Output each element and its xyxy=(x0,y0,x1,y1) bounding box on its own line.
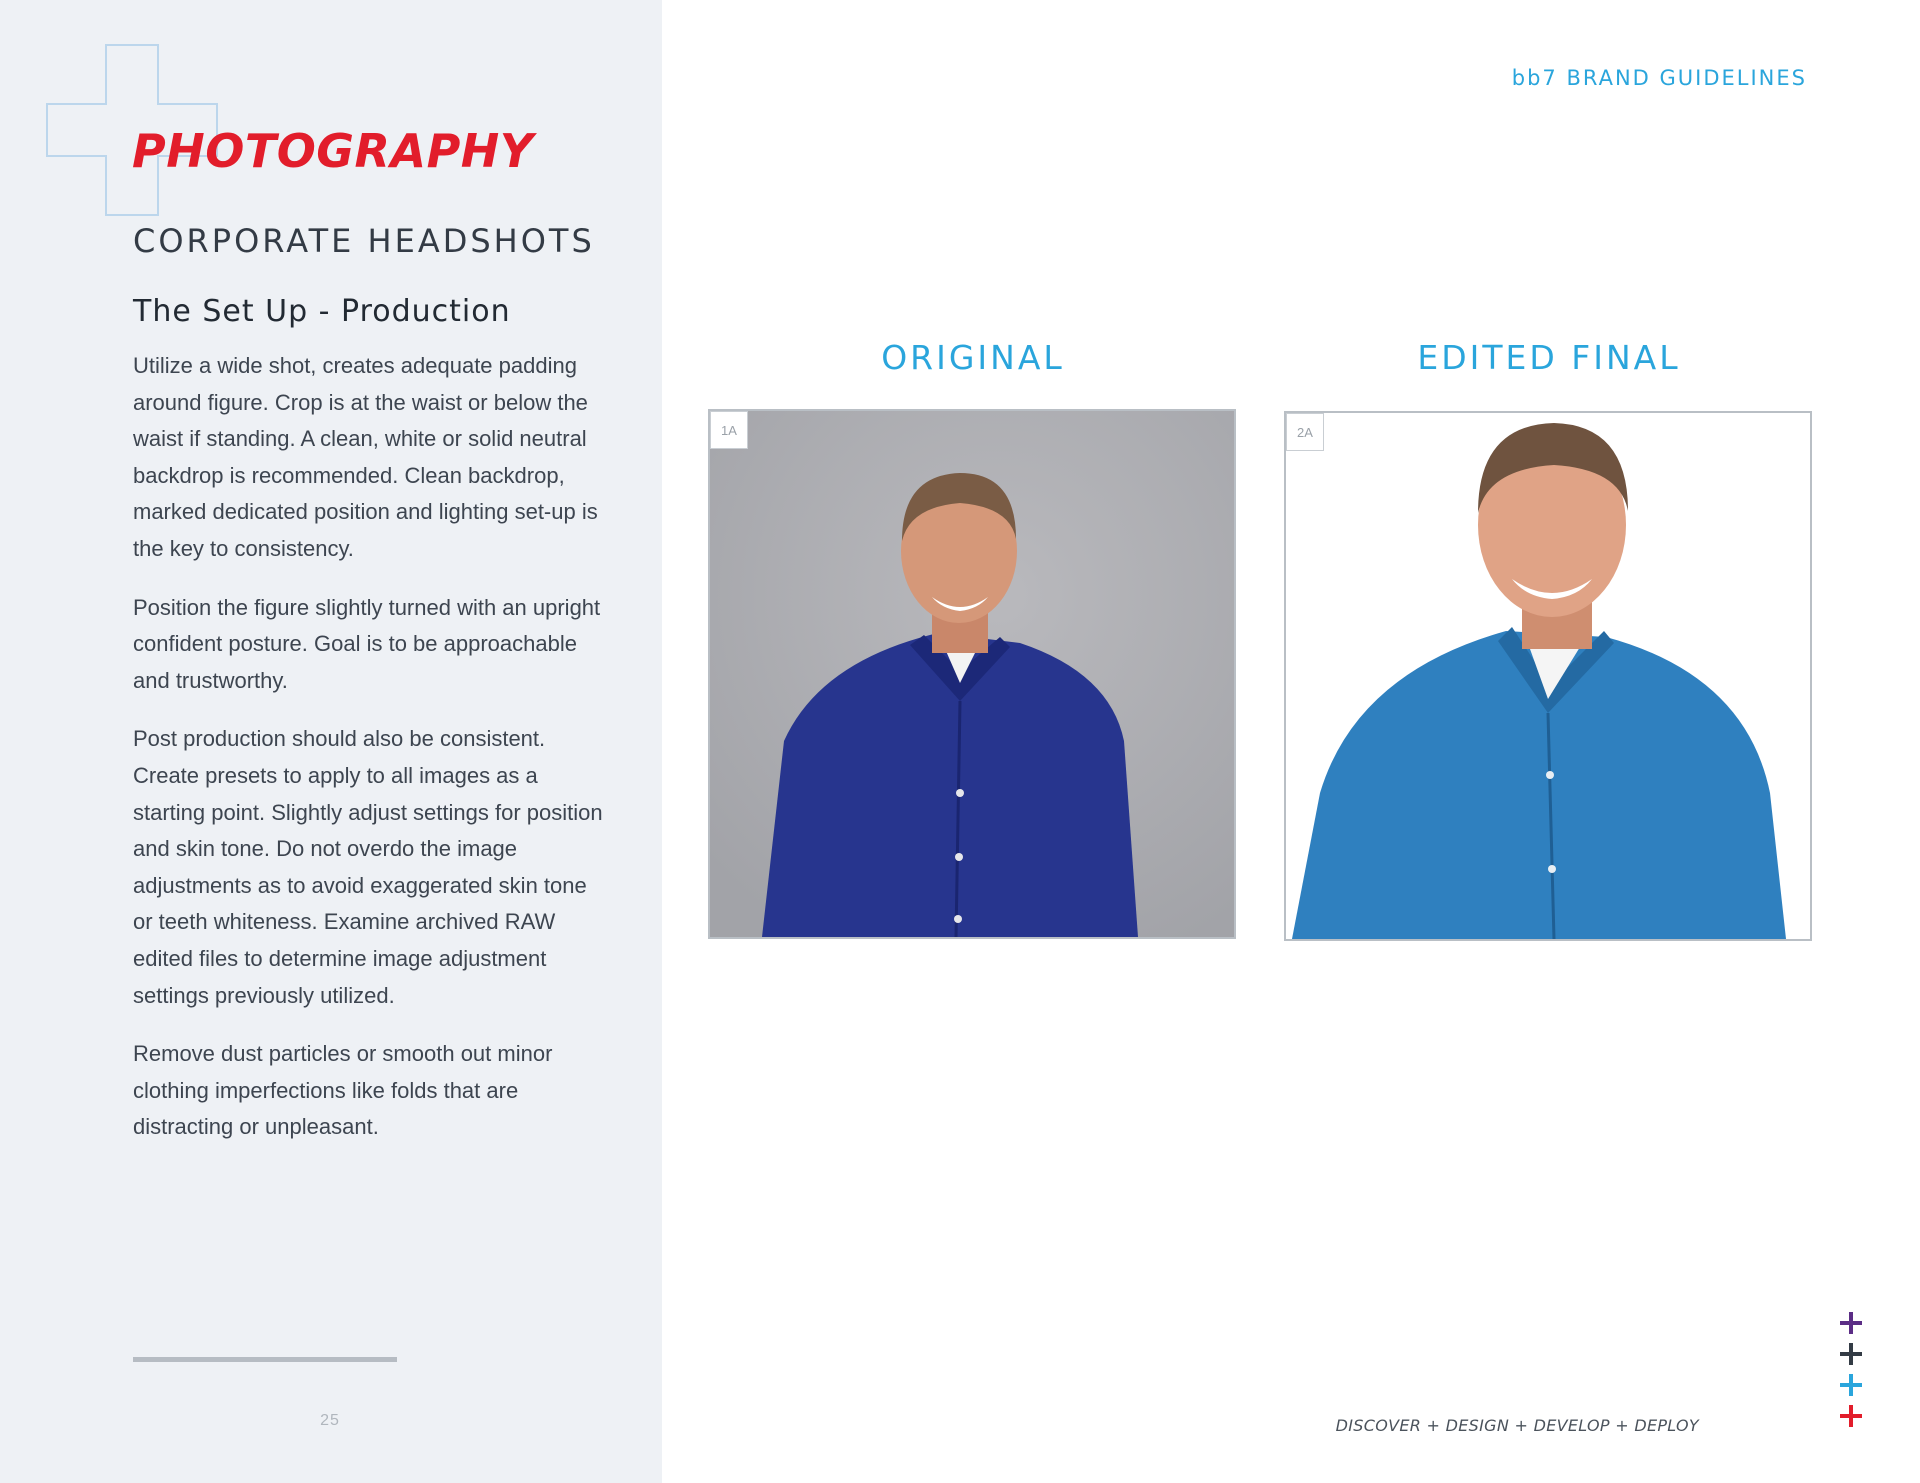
paragraph-posture: Position the figure slightly turned with an upright confident posture. Goal is to be approachable and trustworthy. xyxy=(133,594,601,693)
original-photo xyxy=(708,409,1236,939)
original-headshot-image xyxy=(710,411,1234,937)
divider-rule xyxy=(133,1357,397,1362)
paragraph-setup: Utilize a wide shot, creates adequate padding around figure. Crop is at the waist or below the waist if standing. A clean, white or solid neutral backdrop is recommended. Clean backdrop, marked dedicated position and lighting set-up is the key to consistency. xyxy=(133,353,598,561)
paragraph-retouching: Remove dust particles or smooth out minor clothing imperfections like folds that are distracting or unpleasant. xyxy=(133,1041,553,1140)
section-title: PHOTOGRAPHY xyxy=(132,124,534,178)
plus-purple-icon xyxy=(1840,1312,1862,1334)
document-title: bb7 BRAND GUIDELINES xyxy=(1511,66,1807,90)
topic-title: The Set Up - Production xyxy=(133,294,511,329)
edited-heading: EDITED FINAL xyxy=(1417,338,1681,377)
plus-icon-stack xyxy=(1840,1312,1862,1436)
edited-photo xyxy=(1284,411,1812,941)
photo-tag-2a: 2A xyxy=(1286,413,1324,451)
sidebar-panel xyxy=(0,0,662,1483)
page-number: 25 xyxy=(320,1412,340,1429)
footer-tagline: DISCOVER + DESIGN + DEVELOP + DEPLOY xyxy=(1335,1416,1699,1435)
original-heading: ORIGINAL xyxy=(881,338,1065,377)
plus-red-icon xyxy=(1840,1405,1862,1427)
body-text xyxy=(133,348,603,1168)
subsection-title: CORPORATE HEADSHOTS xyxy=(133,222,595,260)
plus-dark-icon xyxy=(1840,1343,1862,1365)
plus-blue-icon xyxy=(1840,1374,1862,1396)
edited-headshot-image xyxy=(1286,413,1810,939)
paragraph-post-production: Post production should also be consistent. Create presets to apply to all images as a starting point. Slightly adjust settings for position and skin tone. Do not overdo the image adjustments as to avoid exaggerated skin tone or teeth whiteness. Examine archived RAW edited files to determine image adjustment settings previously utilized. xyxy=(133,726,603,1008)
photo-tag-1a: 1A xyxy=(710,411,748,449)
